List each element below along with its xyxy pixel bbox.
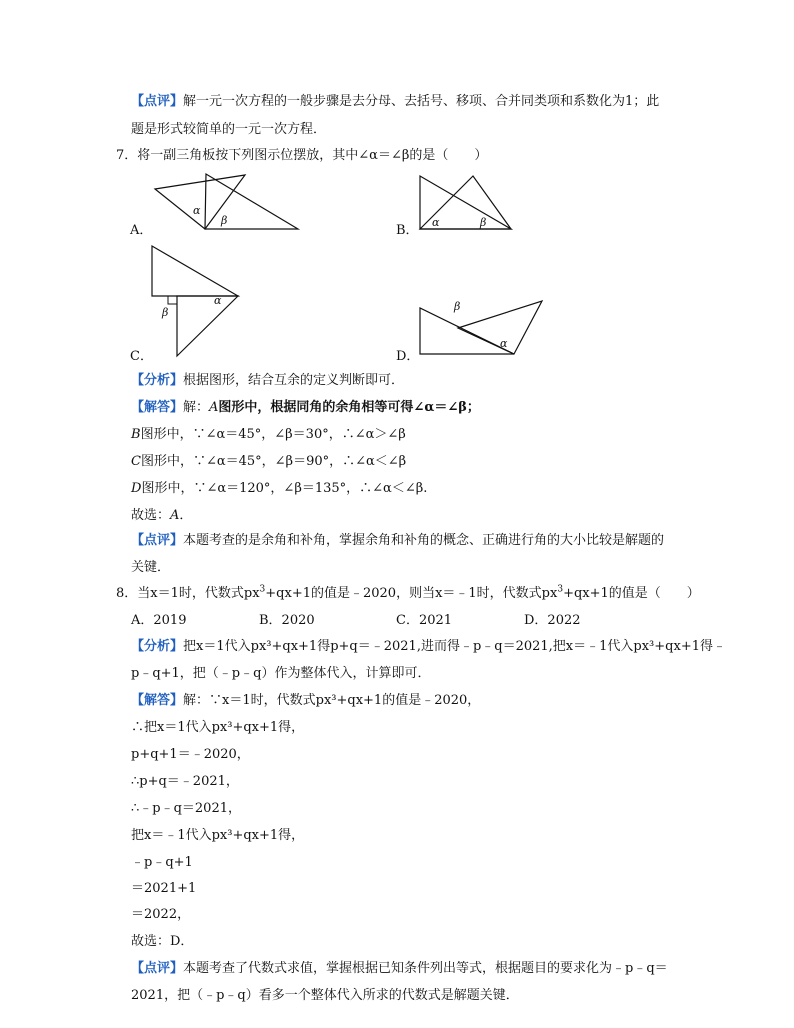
- review-tag: 【点评】: [131, 533, 184, 548]
- choose-text: 故选：: [131, 508, 171, 523]
- option-a-label: A．: [130, 223, 153, 238]
- answer-text: 图形中，根据同角的余角相等可得∠α＝∠β；: [218, 400, 480, 415]
- alpha-label: α: [432, 216, 440, 229]
- choose-var: A: [170, 508, 180, 523]
- option-c-label: C．: [130, 349, 153, 364]
- answer-tag: 【解答】: [131, 400, 184, 415]
- solution-step: ∴p+q＝﹣2021，: [131, 774, 239, 789]
- review-tag: 【点评】: [131, 961, 184, 976]
- question-8-stem: [116, 585, 700, 603]
- figure-d: [418, 298, 548, 358]
- answer-line: [131, 692, 480, 710]
- exponent: 3: [259, 584, 266, 595]
- analysis-text: 根据图形，结合互余的定义判断即可．: [183, 373, 405, 388]
- option-b-label: B．: [396, 223, 419, 238]
- answer-var: A: [209, 400, 219, 415]
- analysis-tag: 【分析】: [131, 373, 184, 388]
- review-line: [131, 93, 659, 111]
- question-7-stem: [116, 147, 487, 165]
- review-text: 本题考查了代数式求值，掌握根据已知条件列出等式，根据题目的要求化为﹣p﹣q＝: [183, 961, 668, 976]
- option-b: B．2020: [259, 613, 315, 628]
- review-tag: 【点评】: [131, 94, 184, 109]
- answer-text: 解：∵x＝1时，代数式px³+qx+1的值是﹣2020，: [183, 693, 481, 708]
- solution-step: ∴把x＝1代入px³+qx+1得，: [131, 720, 305, 735]
- option-a: A．2019: [131, 613, 187, 628]
- answer-line: [131, 399, 480, 417]
- figure-c: [150, 244, 245, 359]
- analysis-text: 把x＝1代入px³+qx+1得p+q＝﹣2021,进而得﹣p﹣q＝2021,把x＝﹣1代入px³+qx+1得﹣: [183, 639, 726, 654]
- solution-step: 把x＝﹣1代入px³+qx+1得，: [131, 828, 305, 843]
- review-line: [131, 532, 664, 550]
- review-text: 解一元一次方程的一般步骤是去分母、去括号、移项、合并同类项和系数化为1；此: [183, 94, 660, 109]
- choose-text: ．: [179, 508, 193, 523]
- answer-var: C: [131, 454, 141, 469]
- exponent: 3: [557, 584, 564, 595]
- answer-line-b: [131, 426, 406, 444]
- option-d-label: D．: [396, 349, 420, 364]
- alpha-label: α: [500, 337, 508, 350]
- review-text-cont: 关键．: [131, 560, 171, 575]
- question-number: 7．: [116, 148, 138, 163]
- analysis-line: [131, 372, 404, 390]
- review-line: [131, 960, 668, 978]
- review-text-cont: 题是形式较简单的一元一次方程．: [131, 122, 327, 137]
- question-number: 8．: [116, 586, 138, 601]
- option-c: C．2021: [396, 613, 453, 628]
- option-d: D．2022: [524, 613, 581, 628]
- question-text: 当x＝1时，代数式px: [137, 586, 260, 601]
- solution-step: ∴﹣p﹣q＝2021，: [131, 801, 241, 816]
- question-text: 将一副三角板按下列图示位摆放，其中∠α＝∠β的是（ ）: [137, 148, 488, 163]
- answer-var: B: [131, 427, 141, 442]
- beta-label: β: [221, 214, 228, 227]
- choose-line: [131, 507, 192, 525]
- beta-label: β: [480, 216, 487, 229]
- solution-step: ＝2022，: [131, 907, 191, 922]
- analysis-line: [131, 638, 726, 656]
- answer-text: 图形中，∵∠α＝120°，∠β＝135°，∴∠α＜∠β.: [141, 481, 428, 496]
- beta-label: β: [162, 306, 169, 319]
- answer-tag: 【解答】: [131, 693, 184, 708]
- answer-line-c: [131, 453, 406, 471]
- solution-step: p+q+1＝﹣2020，: [131, 747, 250, 762]
- analysis-tag: 【分析】: [131, 639, 184, 654]
- solution-step: 故选：D．: [131, 934, 194, 949]
- review-text: 本题考查的是余角和补角，掌握余角和补角的概念、正确进行角的大小比较是解题的: [183, 533, 665, 548]
- alpha-label: α: [214, 294, 222, 307]
- solution-step: ＝2021+1: [131, 881, 197, 896]
- answer-var: D: [131, 481, 142, 496]
- question-text: +qx+1的值是﹣2020，则当x＝﹣1时，代数式px: [265, 586, 558, 601]
- figure-b: [418, 174, 513, 232]
- solution-step: ﹣p﹣q+1: [131, 855, 193, 870]
- alpha-label: α: [193, 204, 201, 217]
- answer-text: 图形中，∵∠α＝45°，∠β＝30°，∴∠α＞∠β: [140, 427, 406, 442]
- answer-line-d: [131, 480, 427, 498]
- answer-text: 解：: [183, 400, 210, 415]
- question-text: +qx+1的值是（ ）: [563, 586, 700, 601]
- answer-text: 图形中，∵∠α＝45°，∠β＝90°，∴∠α＜∠β: [140, 454, 407, 469]
- figure-a: [150, 170, 300, 232]
- beta-label: β: [454, 300, 461, 313]
- analysis-text-cont: p﹣q+1，把（﹣p﹣q）作为整体代入，计算即可．: [131, 666, 431, 681]
- review-text-cont: 2021，把（﹣p﹣q）看多一个整体代入所求的代数式是解题关键．: [131, 988, 519, 1003]
